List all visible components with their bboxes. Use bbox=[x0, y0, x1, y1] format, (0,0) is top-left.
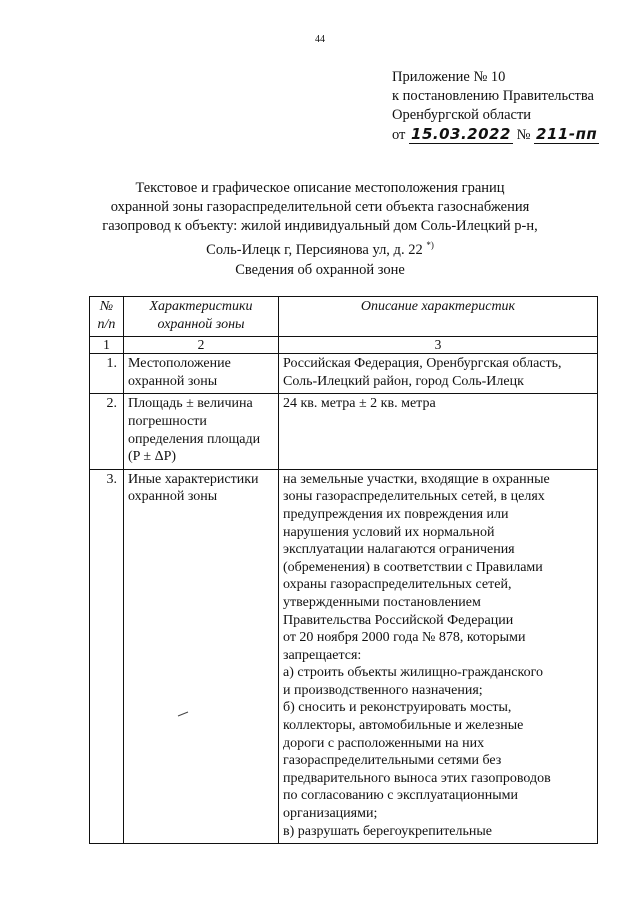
description-line: утвержденными постановлением bbox=[283, 594, 481, 610]
handwritten-number: 211-пп bbox=[536, 125, 598, 143]
appendix-header bbox=[392, 68, 632, 145]
description-line: в) разрушать берегоукрепительные bbox=[283, 823, 493, 839]
description-line: (обременения) в соответствии с Правилами bbox=[283, 559, 543, 575]
table-header-row bbox=[90, 297, 598, 337]
table-index-row bbox=[90, 337, 598, 354]
table-row bbox=[90, 394, 598, 469]
page-number: 44 bbox=[315, 34, 325, 45]
row-characteristic: Иные характеристики охранной зоны bbox=[124, 469, 279, 843]
row-characteristic: Местоположение охранной зоны bbox=[124, 354, 279, 394]
zone-table bbox=[89, 296, 598, 844]
description-line: и производственного назначения; bbox=[283, 682, 483, 698]
footnote-mark: *) bbox=[426, 240, 434, 250]
description-line: коллекторы, автомобильные и железные bbox=[283, 718, 524, 734]
description-line: газораспределительными сетями без bbox=[283, 753, 502, 769]
description-line: на земельные участки, входящие в охранные bbox=[283, 471, 550, 487]
row-number: 2. bbox=[90, 394, 124, 469]
pen-stroke-mark bbox=[177, 710, 189, 718]
row-number: 1. bbox=[90, 354, 124, 394]
description-line: предварительного выноса этих газопроводов bbox=[283, 770, 551, 786]
description-line: дороги с расположенными на них bbox=[283, 735, 485, 751]
table-row bbox=[90, 469, 598, 843]
row-description bbox=[279, 469, 598, 843]
appendix-title: Приложение № 10 bbox=[392, 69, 506, 85]
section-subtitle: Сведения об охранной зоне bbox=[235, 262, 405, 278]
description-line: а) строить объекты жилищно-гражданского bbox=[283, 665, 543, 681]
header-num: № п/п bbox=[90, 297, 124, 337]
description-line: предупреждения их повреждения или bbox=[283, 506, 509, 522]
description-line: от 20 ноября 2000 года № 878, которыми bbox=[283, 630, 526, 646]
description-line: зоны газораспределительных сетей, в целях bbox=[283, 489, 545, 505]
appendix-date-row bbox=[392, 125, 632, 145]
title-line-2: охранной зоны газораспределительной сети объекта газоснабжения bbox=[110, 199, 530, 215]
description-line: Правительства Российской Федерации bbox=[283, 612, 514, 628]
index-cell: 2 bbox=[124, 337, 279, 354]
description-line: организациями; bbox=[283, 806, 378, 822]
description-line: по согласованию с эксплуатационными bbox=[283, 788, 518, 804]
table-row bbox=[90, 354, 598, 394]
description-line: охраны газораспределительных сетей, bbox=[283, 577, 512, 593]
description-line: нарушения условий их нормальной bbox=[283, 524, 495, 540]
row-description: Российская Федерация, Оренбургская область, Соль-Илецкий район, город Соль-Илецк bbox=[279, 354, 598, 394]
appendix-decree: к постановлению Правительства bbox=[392, 88, 594, 104]
description-line: б) сносить и реконструировать мосты, bbox=[283, 700, 512, 716]
title-line-3: газопровод к объекту: жилой индивидуальный дом Соль-Илецкий р-н, bbox=[102, 218, 538, 234]
header-description: Описание характеристик bbox=[279, 297, 598, 337]
row-description: 24 кв. метра ± 2 кв. метра bbox=[279, 394, 598, 469]
number-sign: № bbox=[516, 127, 531, 143]
date-prefix: от bbox=[392, 127, 406, 143]
document-title bbox=[0, 179, 640, 260]
handwritten-date: 15.03.2022 bbox=[411, 125, 511, 143]
index-cell: 1 bbox=[90, 337, 124, 354]
title-line-1: Текстовое и графическое описание местоположения границ bbox=[135, 180, 505, 196]
description-line: эксплуатации налагаются ограничения bbox=[283, 542, 515, 558]
row-characteristic: Площадь ± величина погрешности определения площади (P ± ΔP) bbox=[124, 394, 279, 469]
row-number: 3. bbox=[90, 469, 124, 843]
appendix-region: Оренбургской области bbox=[392, 107, 532, 123]
index-cell: 3 bbox=[279, 337, 598, 354]
title-address: Соль-Илецк г, Персиянова ул, д. 22 bbox=[206, 241, 423, 258]
header-characteristic: Характеристики охранной зоны bbox=[124, 297, 279, 337]
title-line-4 bbox=[0, 236, 640, 260]
description-line: запрещается: bbox=[283, 647, 362, 663]
